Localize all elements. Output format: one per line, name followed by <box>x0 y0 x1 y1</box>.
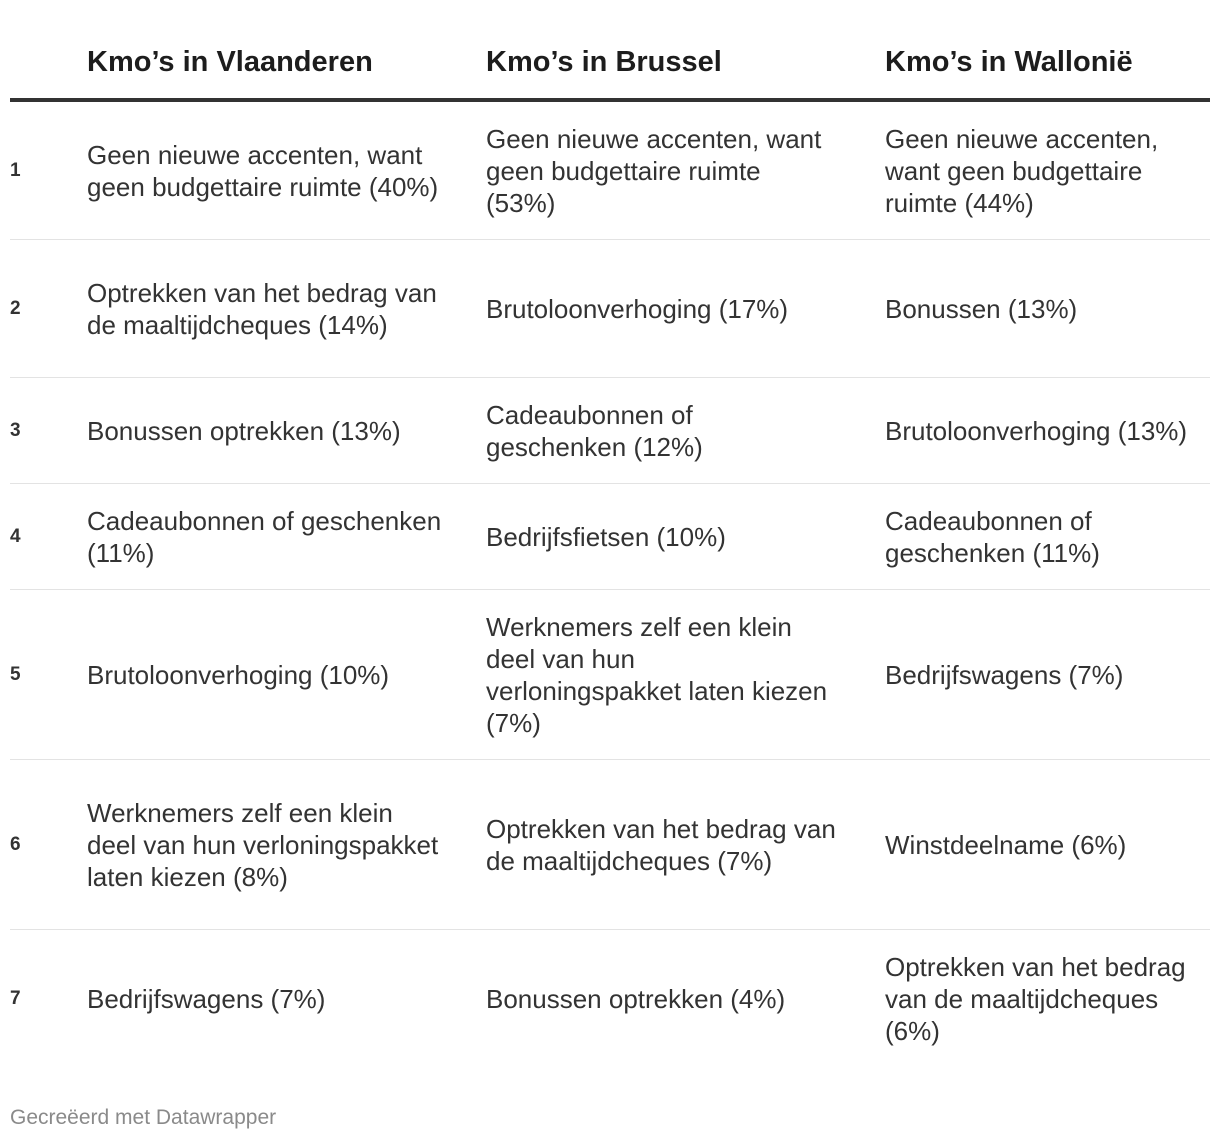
table-row <box>10 378 1210 484</box>
vlaanderen-cell: Brutoloonverhoging (10%) <box>87 590 486 760</box>
table-row <box>10 760 1210 930</box>
brussel-cell: Brutoloonverhoging (17%) <box>486 240 885 378</box>
header-wallonie: Kmo’s in Wallonië <box>885 0 1210 100</box>
datawrapper-credit: Gecreëerd met Datawrapper <box>10 1106 277 1129</box>
wallonie-cell: Bonussen (13%) <box>885 240 1210 378</box>
table-row <box>10 100 1210 240</box>
vlaanderen-cell: Bedrijfswagens (7%) <box>87 984 326 1014</box>
vlaanderen-cell: Optrekken van het bedrag van de maaltijdcheques (14%) <box>87 240 486 378</box>
table-row <box>10 240 1210 378</box>
brussel-cell: Werknemers zelf een klein deel van hun verloningspakket laten kiezen (7%) <box>486 590 885 760</box>
wallonie-cell: Optrekken van het bedrag van de maaltijdcheques (6%) <box>885 952 1186 1046</box>
vlaanderen-cell: Bonussen optrekken (13%) <box>87 378 486 484</box>
header-rank <box>10 0 87 100</box>
wallonie-cell: Bedrijfswagens (7%) <box>885 590 1210 760</box>
rank-cell: 6 <box>10 760 87 930</box>
vlaanderen-cell: Geen nieuwe accenten, want geen budgettaire ruimte (40%) <box>87 100 486 240</box>
rank-cell: 5 <box>10 590 87 760</box>
table-row <box>10 484 1210 590</box>
wallonie-cell: Geen nieuwe accenten, want geen budgettaire ruimte (44%) <box>885 100 1210 240</box>
rank-cell: 2 <box>10 240 87 378</box>
wallonie-cell: Brutoloonverhoging (13%) <box>885 378 1210 484</box>
rank-cell: 3 <box>10 378 87 484</box>
rank-cell: 1 <box>10 100 87 240</box>
brussel-cell: Optrekken van het bedrag van de maaltijdcheques (7%) <box>486 760 885 930</box>
brussel-cell: Cadeaubonnen of geschenken (12%) <box>486 378 885 484</box>
wallonie-cell: Cadeaubonnen of geschenken (11%) <box>885 484 1210 590</box>
table-row <box>10 590 1210 760</box>
vlaanderen-cell: Werknemers zelf een klein deel van hun verloningspakket laten kiezen (8%) <box>87 760 486 930</box>
rank-cell: 7 <box>10 988 21 1009</box>
data-table-container <box>10 0 1210 1068</box>
vlaanderen-cell: Cadeaubonnen of geschenken (11%) <box>87 484 486 590</box>
brussel-cell: Bedrijfsfietsen (10%) <box>486 484 885 590</box>
ranking-table <box>10 0 1210 1068</box>
wallonie-cell: Winstdeelname (6%) <box>885 760 1210 930</box>
table-header-row <box>10 0 1210 100</box>
brussel-cell: Geen nieuwe accenten, want geen budgettaire ruimte (53%) <box>486 100 885 240</box>
brussel-cell: Bonussen optrekken (4%) <box>486 984 786 1014</box>
header-vlaanderen: Kmo’s in Vlaanderen <box>87 0 486 100</box>
header-brussel: Kmo’s in Brussel <box>486 0 885 100</box>
rank-cell: 4 <box>10 484 87 590</box>
table-row <box>10 930 1210 1069</box>
